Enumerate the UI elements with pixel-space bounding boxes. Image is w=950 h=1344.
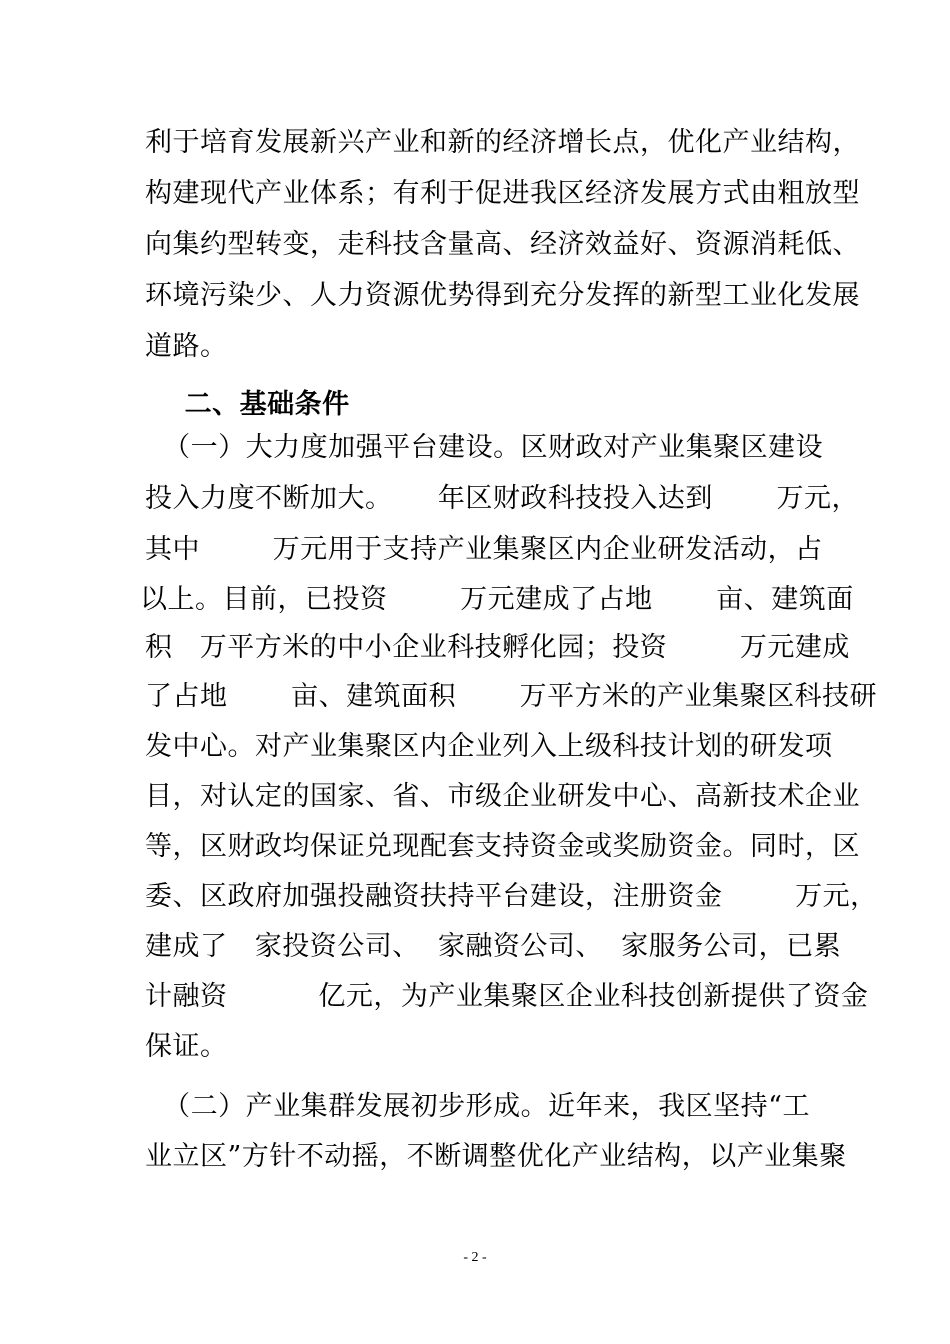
body-line-4: 环境污染少、人力资源优势得到充分发挥的新型工业化发展 — [145, 280, 860, 311]
section-heading: 二、基础条件 — [145, 389, 350, 420]
body-line-9: 其中 万元用于支持产业集聚区内企业研发活动，占 — [145, 534, 823, 565]
body-line-13: 发中心。对产业集聚区内企业列入上级科技计划的研发项 — [145, 731, 833, 762]
body-line-1: 利于培育发展新兴产业和新的经济增长点，优化产业结构， — [145, 127, 860, 158]
body-line-8: 投入力度不断加大。 年区财政科技投入达到 万元， — [145, 483, 859, 514]
body-line-14: 目，对认定的国家、省、市级企业研发中心、高新技术企业 — [145, 781, 860, 812]
body-line-7: （一）大力度加强平台建设。区财政对产业集聚区建设 — [145, 432, 824, 463]
body-line-3: 向集约型转变，走科技含量高、经济效益好、资源消耗低、 — [145, 229, 860, 260]
body-line-5: 道路。 — [145, 331, 228, 362]
body-line-21: 业立区”方针不动摇，不断调整优化产业结构，以产业集聚 — [145, 1141, 847, 1172]
body-line-11: 积 万平方米的中小企业科技孵化园；投资 万元建成 — [145, 632, 850, 663]
body-line-18: 计融资 亿元，为产业集聚区企业科技创新提供了资金 — [145, 981, 869, 1012]
page-number: - 2 - — [463, 1250, 487, 1265]
body-line-19: 保证。 — [145, 1031, 228, 1062]
body-line-12: 了占地 亩、建筑面积 万平方米的产业集聚区科技研 — [145, 681, 878, 712]
body-line-10: 以上。目前，已投资 万元建成了占地 亩、建筑面 — [140, 584, 854, 615]
body-line-16: 委、区政府加强投融资扶持平台建设，注册资金 万元， — [145, 881, 878, 912]
body-line-15: 等，区财政均保证兑现配套支持资金或奖励资金。同时，区 — [145, 831, 860, 862]
body-line-20: （二）产业集群发展初步形成。近年来，我区坚持“工 — [145, 1091, 810, 1122]
body-line-2: 构建现代产业体系；有利于促进我区经济发展方式由粗放型 — [145, 178, 860, 209]
body-line-17: 建成了 家投资公司、 家融资公司、 家服务公司，已累 — [145, 931, 842, 962]
